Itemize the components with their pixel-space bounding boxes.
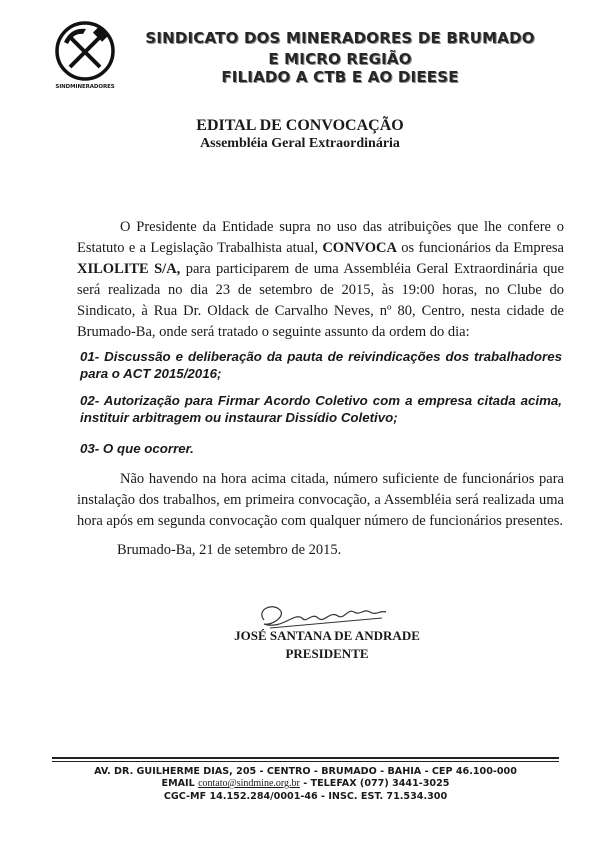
union-logo: [49, 15, 121, 95]
signer-role: PRESIDENTE: [285, 646, 369, 661]
footer-address: AV. DR. GUILHERME DIAS, 205 - CENTRO - BRUMADO - BAHIA - CEP 46.100-000: [94, 766, 517, 777]
header-region: E MICRO REGIÃO: [268, 50, 412, 68]
header-union-name: SINDICATO DOS MINERADORES DE BRUMADO: [145, 29, 535, 47]
agenda-item: 01- Discussão e deliberação da pauta de reivindicações dos trabalhadores para o ACT 2015/2016;: [80, 349, 562, 381]
signer-name: JOSÉ SANTANA DE ANDRADE: [234, 628, 420, 643]
convoca-keyword: CONVOCA: [322, 240, 397, 256]
header-affiliation: FILIADO A CTB E AO DIEESE: [221, 68, 459, 86]
quorum-paragraph: Não havendo na hora acima citada, número suficiente de funcionários para instalação dos trabalhos, em primeira convocação, a Assembléia será realizada uma hora após em segunda convocação com qualquer número de funcionários presentes.: [77, 471, 564, 529]
agenda-item: 02- Autorização para Firmar Acordo Coletivo com a empresa citada acima, instituir arbitragem ou instaurar Dissídio Coletivo;: [80, 393, 562, 425]
convocation-paragraph: O Presidente da Entidade supra no uso das atribuições que lhe confere o Estatuto e a Legislação Trabalhista atual, CONVOCA os funcionários da Empresa XILOLITE S/A, para participarem de uma Assembléia Geral Extraordinária que será realizada no dia 23 de setembro de 2015, às 19:00 horas, no Clube do Sindicato, à Rua Dr. Oldack de Carvalho Neves, nº 80, Centro, nesta cidade de Brumado-Ba, onde será tratado o seguinte assunto da ordem do dia:: [77, 219, 564, 340]
footer-registry: CGC-MF 14.152.284/0001-46 - INSC. EST. 71.534.300: [163, 791, 448, 802]
logo-caption: SINDMINERADORES: [55, 84, 115, 90]
footer-email-link[interactable]: contato@sindmine.org.br: [198, 778, 300, 789]
document-title: EDITAL DE CONVOCAÇÃO: [196, 117, 404, 134]
footer-divider: [52, 757, 559, 759]
document-date: Brumado-Ba, 21 de setembro de 2015.: [117, 542, 342, 558]
footer-phone: - TELEFAX (077) 3441-3025: [299, 778, 450, 789]
agenda-item: 03- O que ocorrer.: [80, 441, 194, 456]
company-name: XILOLITE S/A,: [77, 261, 181, 277]
footer-contact: EMAIL contato@sindmine.org.br - TELEFAX (077) 3441-3025: [161, 778, 450, 789]
footer-divider-thin: [52, 761, 559, 762]
pickaxe-hammer-icon: [64, 27, 108, 67]
document-subtitle: Assembléia Geral Extraordinária: [200, 136, 400, 151]
